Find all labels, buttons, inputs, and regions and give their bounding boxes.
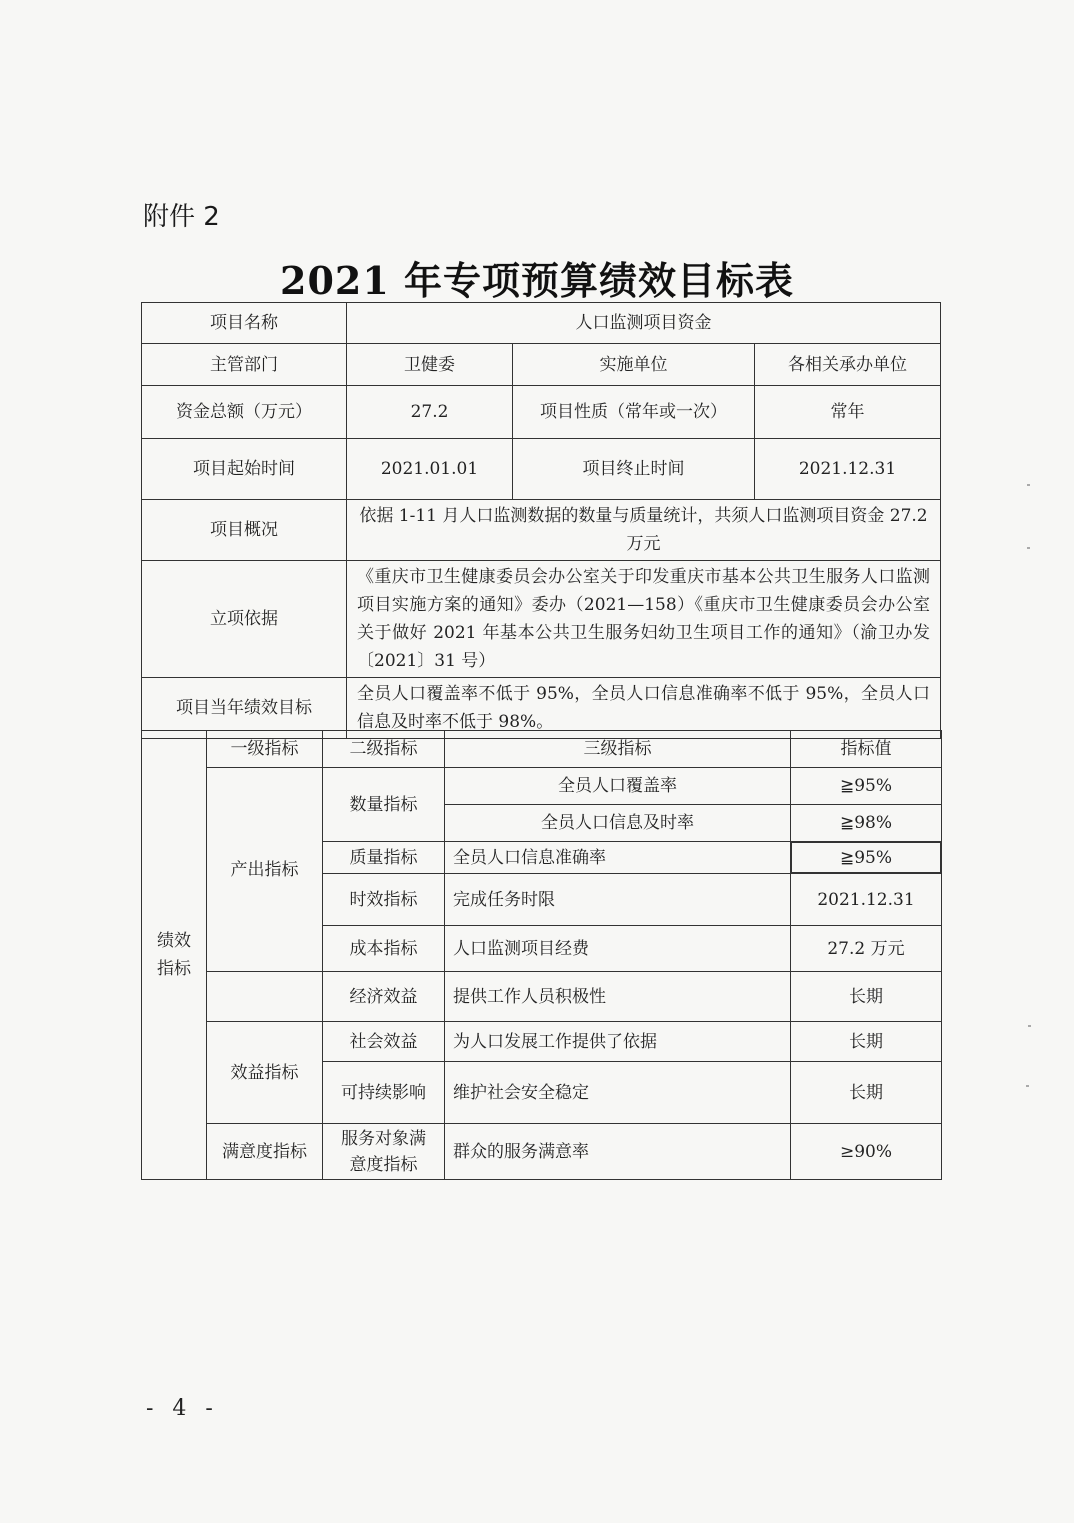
l2-cell: 服务对象满意度指标	[323, 1124, 445, 1180]
end-value: 2021.12.31	[755, 439, 941, 500]
dept-label: 主管部门	[142, 344, 347, 386]
dept-value: 卫健委	[347, 344, 513, 386]
header-level3: 三级指标	[445, 731, 791, 768]
l2-cell: 社会效益	[323, 1022, 445, 1062]
overview-label: 项目概况	[142, 500, 347, 561]
value-cell: 长期	[791, 1062, 942, 1124]
value-cell: ≧95%	[791, 768, 942, 805]
l2-cell: 可持续影响	[323, 1062, 445, 1124]
value-cell: 长期	[791, 972, 942, 1022]
quantity-label: 数量指标	[323, 768, 445, 842]
l3-cell: 全员人口信息及时率	[445, 805, 791, 842]
fund-total-label: 资金总额（万元）	[142, 386, 347, 439]
value-cell: 长期	[791, 1022, 942, 1062]
l3-cell: 维护社会安全稳定	[445, 1062, 791, 1124]
l2-cell: 成本指标	[323, 926, 445, 972]
table-row	[142, 561, 941, 678]
table-row	[142, 1124, 942, 1180]
scan-speck	[1026, 1085, 1029, 1087]
value-cell: ≧98%	[791, 805, 942, 842]
header-level1: 一级指标	[207, 731, 323, 768]
basis-value: 《重庆市卫生健康委员会办公室关于印发重庆市基本公共卫生服务人口监测项目实施方案的通知》委办（2021—158）《重庆市卫生健康委员会办公室关于做好 2021 年基本公共卫生服务妇幼卫生项目工作的通知》（渝卫办发〔2021〕31 号）	[347, 561, 941, 678]
start-value: 2021.01.01	[347, 439, 513, 500]
table-row	[142, 1022, 942, 1062]
l2-cell: 质量指标	[323, 842, 445, 874]
table-row	[142, 768, 942, 805]
basis-label: 立项依据	[142, 561, 347, 678]
l3-cell: 群众的服务满意率	[445, 1124, 791, 1180]
table-row	[142, 972, 942, 1022]
impl-unit-label: 实施单位	[513, 344, 755, 386]
table-row	[142, 439, 941, 500]
value-cell: ≥90%	[791, 1124, 942, 1180]
table-row	[142, 500, 941, 561]
table-row	[142, 344, 941, 386]
fund-total-value: 27.2	[347, 386, 513, 439]
impl-unit-value: 各相关承办单位	[755, 344, 941, 386]
goal-label: 项目当年绩效目标	[142, 678, 347, 739]
nature-label: 项目性质（常年或一次）	[513, 386, 755, 439]
value-cell: 2021.12.31	[791, 874, 942, 926]
l3-cell: 为人口发展工作提供了依据	[445, 1022, 791, 1062]
goal-value: 全员人口覆盖率不低于 95%，全员人口信息准确率不低于 95%，全员人口信息及时率不低于 98%。	[347, 678, 941, 739]
section-label: 绩效指标	[142, 731, 207, 1180]
project-name-label: 项目名称	[142, 303, 347, 344]
overview-value: 依据 1-11 月人口监测数据的数量与质量统计，共须人口监测项目资金 27.2 万元	[347, 500, 941, 561]
scan-speck	[1027, 547, 1030, 549]
document-title: 2021 年专项预算绩效目标表	[280, 258, 794, 303]
l2-cell: 时效指标	[323, 874, 445, 926]
start-label: 项目起始时间	[142, 439, 347, 500]
table-row	[142, 731, 942, 768]
satisfaction-label: 满意度指标	[207, 1124, 323, 1180]
project-info-table	[141, 302, 941, 739]
output-label: 产出指标	[207, 768, 323, 972]
benefit-label: 效益指标	[207, 1022, 323, 1124]
attachment-label: 附件 2	[143, 202, 220, 232]
l2-cell: 经济效益	[323, 972, 445, 1022]
end-label: 项目终止时间	[513, 439, 755, 500]
table-row	[142, 303, 941, 344]
indicators-table	[141, 730, 942, 1180]
value-cell: ≧95%	[791, 842, 942, 874]
header-value: 指标值	[791, 731, 942, 768]
table-row	[142, 386, 941, 439]
l3-cell: 人口监测项目经费	[445, 926, 791, 972]
project-name-value: 人口监测项目资金	[347, 303, 941, 344]
scan-speck	[1027, 484, 1030, 486]
l3-cell: 完成任务时限	[445, 874, 791, 926]
scan-speck	[1028, 1025, 1031, 1027]
header-level2: 二级指标	[323, 731, 445, 768]
page-number: - 4 -	[146, 1396, 219, 1421]
l3-cell: 全员人口覆盖率	[445, 768, 791, 805]
l3-cell: 全员人口信息准确率	[445, 842, 791, 874]
l3-cell: 提供工作人员积极性	[445, 972, 791, 1022]
empty-cell	[207, 972, 323, 1022]
value-cell: 27.2 万元	[791, 926, 942, 972]
nature-value: 常年	[755, 386, 941, 439]
